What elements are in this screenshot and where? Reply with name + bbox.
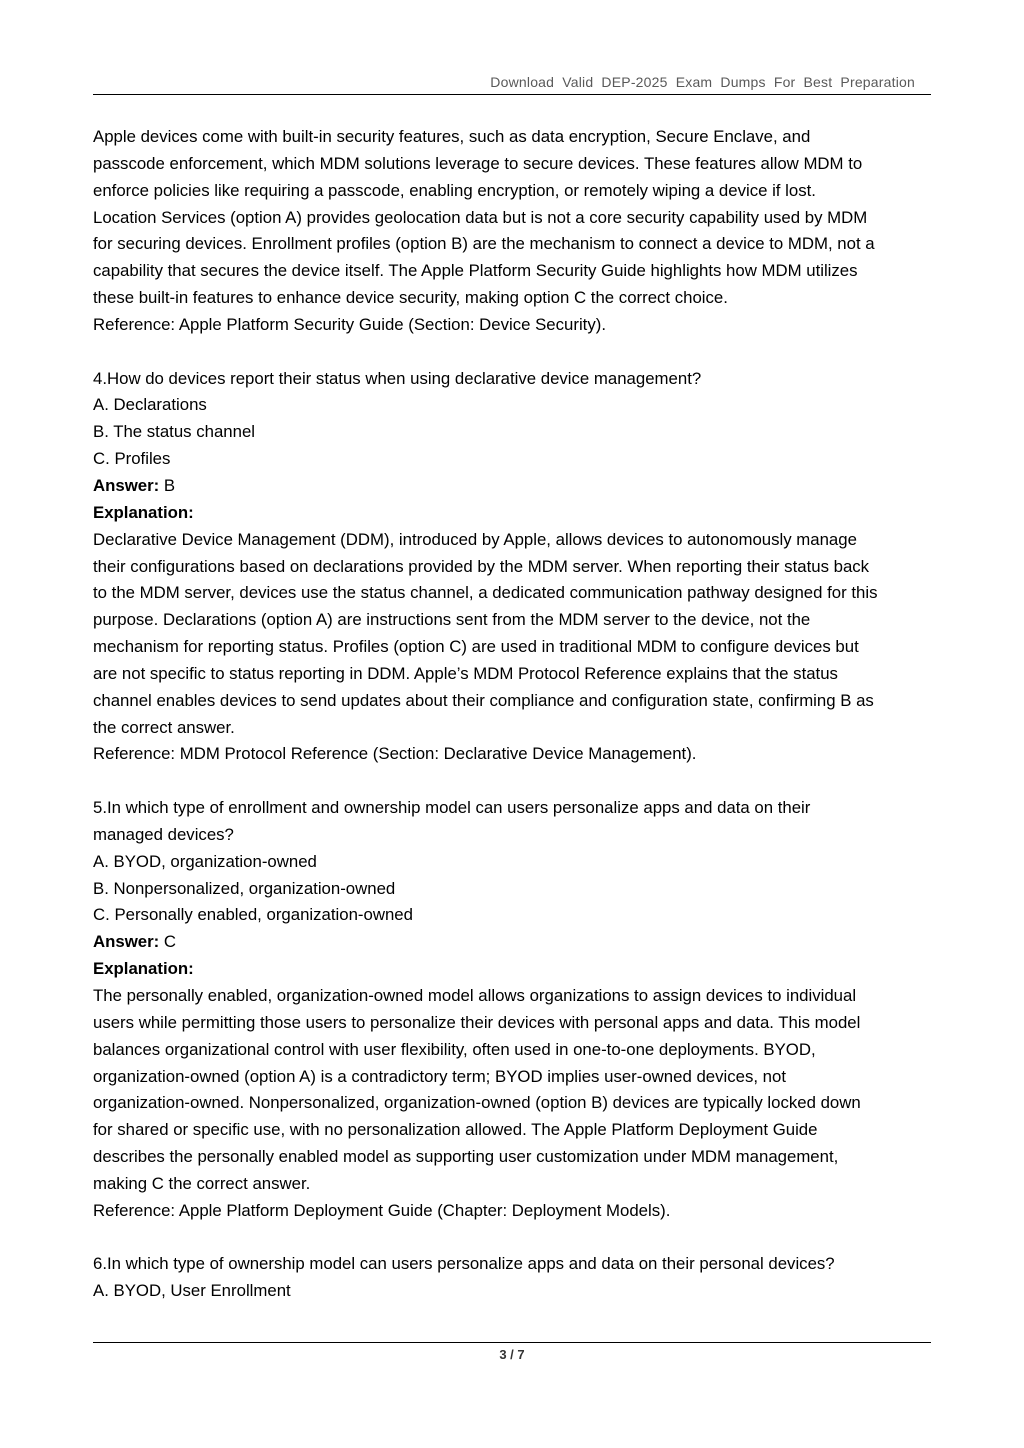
explanation-label: Explanation: xyxy=(93,502,194,522)
explanation-line: channel enables devices to send updates about their compliance and configuration state, confirming B as xyxy=(93,690,874,710)
question-5 xyxy=(93,795,938,1225)
spacer xyxy=(93,339,938,366)
explanation-line: describes the personally enabled model as supporting user customization under MDM management, xyxy=(93,1147,839,1167)
page-header xyxy=(93,72,931,95)
explanation-line: organization-owned. Nonpersonalized, organization-owned (option B) devices are typically locked down xyxy=(93,1093,861,1113)
answer-value: B xyxy=(159,475,176,495)
answer-value: C xyxy=(159,932,176,952)
explanation-line: to the MDM server, devices use the status channel, a dedicated communication pathway designed for this xyxy=(93,583,878,603)
reference-line: Reference: Apple Platform Deployment Guide (Chapter: Deployment Models). xyxy=(93,1200,671,1220)
answer-line xyxy=(93,929,938,956)
paragraph-line: these built-in features to enhance device security, making option C the correct choice. xyxy=(93,288,728,308)
question-text: 6.In which type of ownership model can users personalize apps and data on their personal devices? xyxy=(93,1254,835,1274)
explanation-line: purpose. Declarations (option A) are instructions sent from the MDM server to the device, not the xyxy=(93,610,811,630)
explanation-line: their configurations based on declarations provided by the MDM server. When reporting their status back xyxy=(93,556,870,576)
option-b: B. Nonpersonalized, organization-owned xyxy=(93,878,396,898)
question-4 xyxy=(93,366,938,769)
paragraph-line: Location Services (option A) provides geolocation data but is not a core security capability used by MDM xyxy=(93,207,868,227)
explanation-line: making C the correct answer. xyxy=(93,1173,311,1193)
paragraph-line: enforce policies like requiring a passcode, enabling encryption, or remotely wiping a device if lost. xyxy=(93,180,816,200)
reference-line: Reference: Apple Platform Security Guide (Section: Device Security). xyxy=(93,314,606,334)
question-text: managed devices? xyxy=(93,824,234,844)
reference-line: Reference: MDM Protocol Reference (Section: Declarative Device Management). xyxy=(93,744,697,764)
question-text: 5.In which type of enrollment and ownership model can users personalize apps and data on their xyxy=(93,798,811,818)
paragraph-line: for securing devices. Enrollment profiles (option B) are the mechanism to connect a device to MDM, not a xyxy=(93,234,875,254)
spacer xyxy=(93,768,938,795)
option-a: A. BYOD, User Enrollment xyxy=(93,1281,291,1301)
answer-line xyxy=(93,473,938,500)
option-a: A. Declarations xyxy=(93,395,207,415)
paragraph-line: Apple devices come with built-in security features, such as data encryption, Secure Enclave, and xyxy=(93,127,811,146)
paragraph-line: passcode enforcement, which MDM solutions leverage to secure devices. These features allow MDM to xyxy=(93,153,863,173)
explanation-line: users while permitting those users to personalize their devices with personal apps and data. This model xyxy=(93,1012,861,1032)
page-content xyxy=(93,124,938,1305)
explanation-line: mechanism for reporting status. Profiles (option C) are used in traditional MDM to configure devices but xyxy=(93,637,859,657)
explanation-line: are not specific to status reporting in DDM. Apple’s MDM Protocol Reference explains that the status xyxy=(93,663,838,683)
option-c: C. Profiles xyxy=(93,449,171,469)
explanation-line: Declarative Device Management (DDM), introduced by Apple, allows devices to autonomously manage xyxy=(93,529,857,549)
answer-label: Answer: xyxy=(93,475,160,495)
explanation-line: The personally enabled, organization-owned model allows organizations to assign devices to individual xyxy=(93,986,857,1005)
spacer xyxy=(93,1225,938,1252)
header-title: Download Valid DEP-2025 Exam Dumps For Best Preparation xyxy=(490,74,915,90)
explanation-line: organization-owned (option A) is a contradictory term; BYOD implies user-owned devices, not xyxy=(93,1066,787,1086)
explanation-line: balances organizational control with user flexibility, often used in one-to-one deployments. BYOD, xyxy=(93,1039,816,1059)
option-c: C. Personally enabled, organization-owned xyxy=(93,905,413,925)
intro-paragraph xyxy=(93,124,938,339)
option-a: A. BYOD, organization-owned xyxy=(93,851,317,871)
page-number: 3 / 7 xyxy=(499,1347,525,1362)
option-b: B. The status channel xyxy=(93,422,256,442)
explanation-label: Explanation: xyxy=(93,959,194,979)
explanation-line: for shared or specific use, with no personalization allowed. The Apple Platform Deployment Guide xyxy=(93,1120,818,1140)
paragraph-line: capability that secures the device itself. The Apple Platform Security Guide highlights how MDM utilizes xyxy=(93,261,858,281)
explanation-line: the correct answer. xyxy=(93,717,235,737)
page-footer xyxy=(93,1342,931,1362)
question-6 xyxy=(93,1251,938,1305)
question-text: 4.How do devices report their status when using declarative device management? xyxy=(93,368,702,388)
answer-label: Answer: xyxy=(93,932,160,952)
